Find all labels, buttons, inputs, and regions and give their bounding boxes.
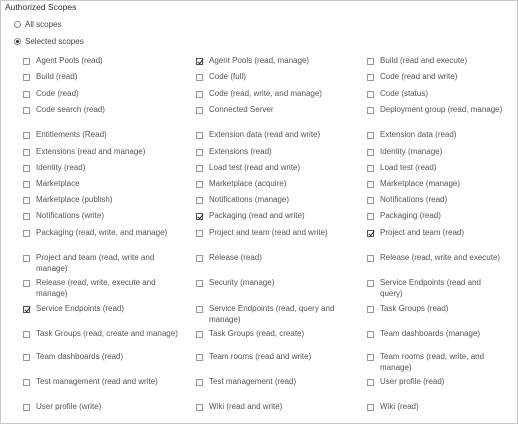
- scope-checkbox-item[interactable]: [196, 253, 356, 264]
- scope-checkbox-item[interactable]: [196, 304, 356, 325]
- scope-label: Release (read): [209, 253, 262, 262]
- scope-label: Test management (read and write): [36, 377, 158, 386]
- scope-checkbox-item[interactable]: [23, 211, 183, 222]
- radio-button[interactable]: [14, 21, 21, 28]
- scope-label: Identity (read): [36, 163, 86, 172]
- scope-label: Task Groups (read): [380, 304, 449, 313]
- checkbox[interactable]: [23, 379, 30, 386]
- scope-label: Release (read, write, execute and manage): [36, 278, 156, 298]
- scope-checkbox-item[interactable]: [367, 329, 505, 340]
- scope-checkbox-item[interactable]: [196, 352, 356, 363]
- scope-checkbox-item[interactable]: [23, 329, 183, 340]
- scope-label: Packaging (read, write, and manage): [36, 228, 168, 237]
- checkbox[interactable]: [196, 165, 203, 172]
- checkbox[interactable]: [196, 197, 203, 204]
- scope-label: Agent Pools (read): [36, 56, 103, 65]
- scope-label: Marketplace: [36, 179, 80, 188]
- scope-label: Identity (manage): [380, 147, 443, 156]
- checkbox-checked[interactable]: [196, 58, 203, 65]
- scope-label: Task Groups (read, create): [209, 329, 305, 338]
- checkbox[interactable]: [196, 74, 203, 81]
- scope-label: User profile (write): [36, 402, 102, 411]
- radio-selected-scopes[interactable]: [14, 37, 84, 46]
- scope-label: Security (manage): [209, 278, 275, 287]
- scope-label: Project and team (read and write): [209, 228, 328, 237]
- scope-checkbox-item[interactable]: [367, 89, 505, 100]
- checkbox[interactable]: [23, 331, 30, 338]
- checkbox[interactable]: [23, 91, 30, 98]
- checkbox[interactable]: [23, 197, 30, 204]
- scope-checkbox-item[interactable]: [23, 130, 183, 141]
- checkbox[interactable]: [196, 255, 203, 262]
- scope-checkbox-item[interactable]: [367, 352, 505, 373]
- scope-checkbox-item[interactable]: [23, 304, 183, 315]
- scope-checkbox-item[interactable]: [196, 130, 356, 141]
- checkbox[interactable]: [367, 58, 374, 65]
- scope-label: Extension data (read and write): [209, 130, 321, 139]
- scope-label: Marketplace (publish): [36, 195, 113, 204]
- radio-all-scopes[interactable]: [14, 20, 61, 29]
- scope-checkbox-item[interactable]: [367, 72, 505, 83]
- scope-checkbox-item[interactable]: [196, 105, 356, 116]
- scope-checkbox-item[interactable]: [196, 228, 356, 239]
- checkbox[interactable]: [23, 354, 30, 361]
- scope-label: Team dashboards (read): [36, 352, 124, 361]
- checkbox[interactable]: [367, 255, 374, 262]
- scope-checkbox-item[interactable]: [367, 105, 505, 116]
- checkbox[interactable]: [23, 213, 30, 220]
- scope-checkbox-item[interactable]: [196, 402, 356, 413]
- checkbox[interactable]: [367, 107, 374, 114]
- scope-label: Marketplace (manage): [380, 179, 461, 188]
- checkbox[interactable]: [196, 230, 203, 237]
- checkbox[interactable]: [196, 306, 203, 313]
- scope-checkbox-item[interactable]: [196, 72, 356, 83]
- scope-checkbox-item[interactable]: [23, 105, 183, 116]
- scope-checkbox-item[interactable]: [367, 163, 505, 174]
- checkbox[interactable]: [367, 132, 374, 139]
- scope-label: Code (read, write, and manage): [209, 89, 322, 98]
- checkbox[interactable]: [367, 213, 374, 220]
- checkbox[interactable]: [367, 331, 374, 338]
- checkbox-checked[interactable]: [196, 213, 203, 220]
- scope-label: Service Endpoints (read, query and manage): [209, 304, 335, 324]
- scope-label: Service Endpoints (read): [36, 304, 125, 313]
- radio-label: Selected scopes: [25, 37, 84, 46]
- scope-label: Task Groups (read, create and manage): [36, 329, 178, 338]
- scope-checkbox-item[interactable]: [23, 72, 183, 83]
- scope-label: Packaging (read): [380, 211, 441, 220]
- checkbox[interactable]: [23, 74, 30, 81]
- checkbox[interactable]: [23, 149, 30, 156]
- checkbox[interactable]: [23, 280, 30, 287]
- scope-checkbox-item[interactable]: [196, 147, 356, 158]
- checkbox[interactable]: [23, 165, 30, 172]
- scope-label: Test management (read): [209, 377, 297, 386]
- checkbox[interactable]: [367, 306, 374, 313]
- scope-label: Connected Server: [209, 105, 274, 114]
- checkbox[interactable]: [196, 91, 203, 98]
- checkbox-checked[interactable]: [367, 230, 374, 237]
- scope-checkbox-item[interactable]: [23, 402, 183, 413]
- scope-label: Notifications (write): [36, 211, 105, 220]
- section-title: Authorized Scopes: [5, 2, 77, 12]
- scope-label: Notifications (read): [380, 195, 448, 204]
- scope-label: Project and team (read, write and manage): [36, 253, 155, 273]
- scope-checkbox-item[interactable]: [23, 195, 183, 206]
- checkbox[interactable]: [23, 404, 30, 411]
- scope-checkbox-item[interactable]: [23, 377, 183, 388]
- scope-checkbox-item[interactable]: [367, 377, 505, 388]
- scope-checkbox-item[interactable]: [367, 253, 505, 264]
- scope-label: Code (full): [209, 72, 246, 81]
- scope-checkbox-item[interactable]: [367, 195, 505, 206]
- scope-checkbox-item[interactable]: [367, 56, 505, 67]
- radio-label: All scopes: [25, 20, 62, 29]
- scope-label: Release (read, write and execute): [380, 253, 501, 262]
- checkbox[interactable]: [367, 354, 374, 361]
- scope-label: Wiki (read and write): [209, 402, 283, 411]
- checkbox[interactable]: [367, 149, 374, 156]
- scope-label: Extension data (read): [380, 130, 457, 139]
- scope-checkbox-item[interactable]: [23, 147, 183, 158]
- checkbox[interactable]: [196, 181, 203, 188]
- scope-checkbox-item[interactable]: [196, 195, 356, 206]
- checkbox[interactable]: [23, 58, 30, 65]
- scope-label: Wiki (read): [380, 402, 419, 411]
- scope-label: Marketplace (acquire): [209, 179, 287, 188]
- radio-button[interactable]: [14, 38, 21, 45]
- checkbox[interactable]: [23, 181, 30, 188]
- scope-label: Build (read and execute): [380, 56, 468, 65]
- scope-label: Notifications (manage): [209, 195, 290, 204]
- scope-label: Build (read): [36, 72, 78, 81]
- scope-label: Service Endpoints (read and query): [380, 278, 481, 298]
- scope-label: Code (status): [380, 89, 429, 98]
- checkbox[interactable]: [196, 354, 203, 361]
- scope-checkbox-item[interactable]: [196, 163, 356, 174]
- scope-checkbox-item[interactable]: [196, 56, 356, 67]
- scope-label: User profile (read): [380, 377, 445, 386]
- scope-checkbox-item[interactable]: [367, 179, 505, 190]
- scope-label: Deployment group (read, manage): [380, 105, 503, 114]
- checkbox[interactable]: [196, 107, 203, 114]
- checkbox[interactable]: [196, 331, 203, 338]
- scope-label: Code (read): [36, 89, 79, 98]
- scope-checkbox-item[interactable]: [367, 228, 505, 239]
- scope-checkbox-item[interactable]: [367, 211, 505, 222]
- scope-checkbox-item[interactable]: [196, 211, 356, 222]
- scope-label: Team rooms (read, write, and manage): [380, 352, 485, 372]
- checkbox[interactable]: [367, 165, 374, 172]
- checkbox[interactable]: [196, 379, 203, 386]
- scope-checkbox-item[interactable]: [196, 377, 356, 388]
- scope-checkbox-item[interactable]: [196, 179, 356, 190]
- scope-label: Extensions (read and manage): [36, 147, 146, 156]
- checkbox[interactable]: [196, 280, 203, 287]
- checkbox[interactable]: [23, 107, 30, 114]
- scope-checkbox-item[interactable]: [196, 329, 356, 340]
- checkbox-checked[interactable]: [23, 306, 30, 313]
- checkbox[interactable]: [23, 255, 30, 262]
- scope-label: Entitlements (Read): [36, 130, 107, 139]
- scope-label: Packaging (read and write): [209, 211, 305, 220]
- checkbox[interactable]: [367, 404, 374, 411]
- scope-label: Load test (read and write): [209, 163, 301, 172]
- scope-checkbox-item[interactable]: [23, 253, 183, 274]
- scope-label: Team dashboards (manage): [380, 329, 481, 338]
- scope-checkbox-item[interactable]: [23, 163, 183, 174]
- scope-checkbox-item[interactable]: [196, 278, 356, 289]
- scope-label: Extensions (read): [209, 147, 272, 156]
- scope-checkbox-item[interactable]: [23, 352, 183, 363]
- checkbox[interactable]: [367, 74, 374, 81]
- scope-checkbox-item[interactable]: [23, 278, 183, 299]
- scope-label: Project and team (read): [380, 228, 465, 237]
- scope-label: Code (read and write): [380, 72, 458, 81]
- scope-checkbox-item[interactable]: [367, 402, 505, 413]
- checkbox[interactable]: [367, 379, 374, 386]
- scope-checkbox-item[interactable]: [367, 278, 505, 299]
- scope-checkbox-item[interactable]: [196, 89, 356, 100]
- scope-checkbox-item[interactable]: [23, 89, 183, 100]
- scope-checkbox-item[interactable]: [367, 147, 505, 158]
- checkbox[interactable]: [196, 149, 203, 156]
- scope-label: Load test (read): [380, 163, 437, 172]
- checkbox[interactable]: [367, 181, 374, 188]
- checkbox[interactable]: [196, 404, 203, 411]
- checkbox[interactable]: [367, 280, 374, 287]
- scope-checkbox-item[interactable]: [367, 304, 505, 315]
- scope-checkbox-item[interactable]: [367, 130, 505, 141]
- checkbox[interactable]: [196, 132, 203, 139]
- scope-label: Code search (read): [36, 105, 105, 114]
- scope-checkbox-item[interactable]: [23, 56, 183, 67]
- scope-checkbox-item[interactable]: [23, 228, 183, 239]
- checkbox[interactable]: [23, 132, 30, 139]
- scope-label: Team rooms (read and write): [209, 352, 312, 361]
- checkbox[interactable]: [23, 230, 30, 237]
- checkbox[interactable]: [367, 197, 374, 204]
- scope-checkbox-item[interactable]: [23, 179, 183, 190]
- scope-label: Agent Pools (read, manage): [209, 56, 310, 65]
- checkbox[interactable]: [367, 91, 374, 98]
